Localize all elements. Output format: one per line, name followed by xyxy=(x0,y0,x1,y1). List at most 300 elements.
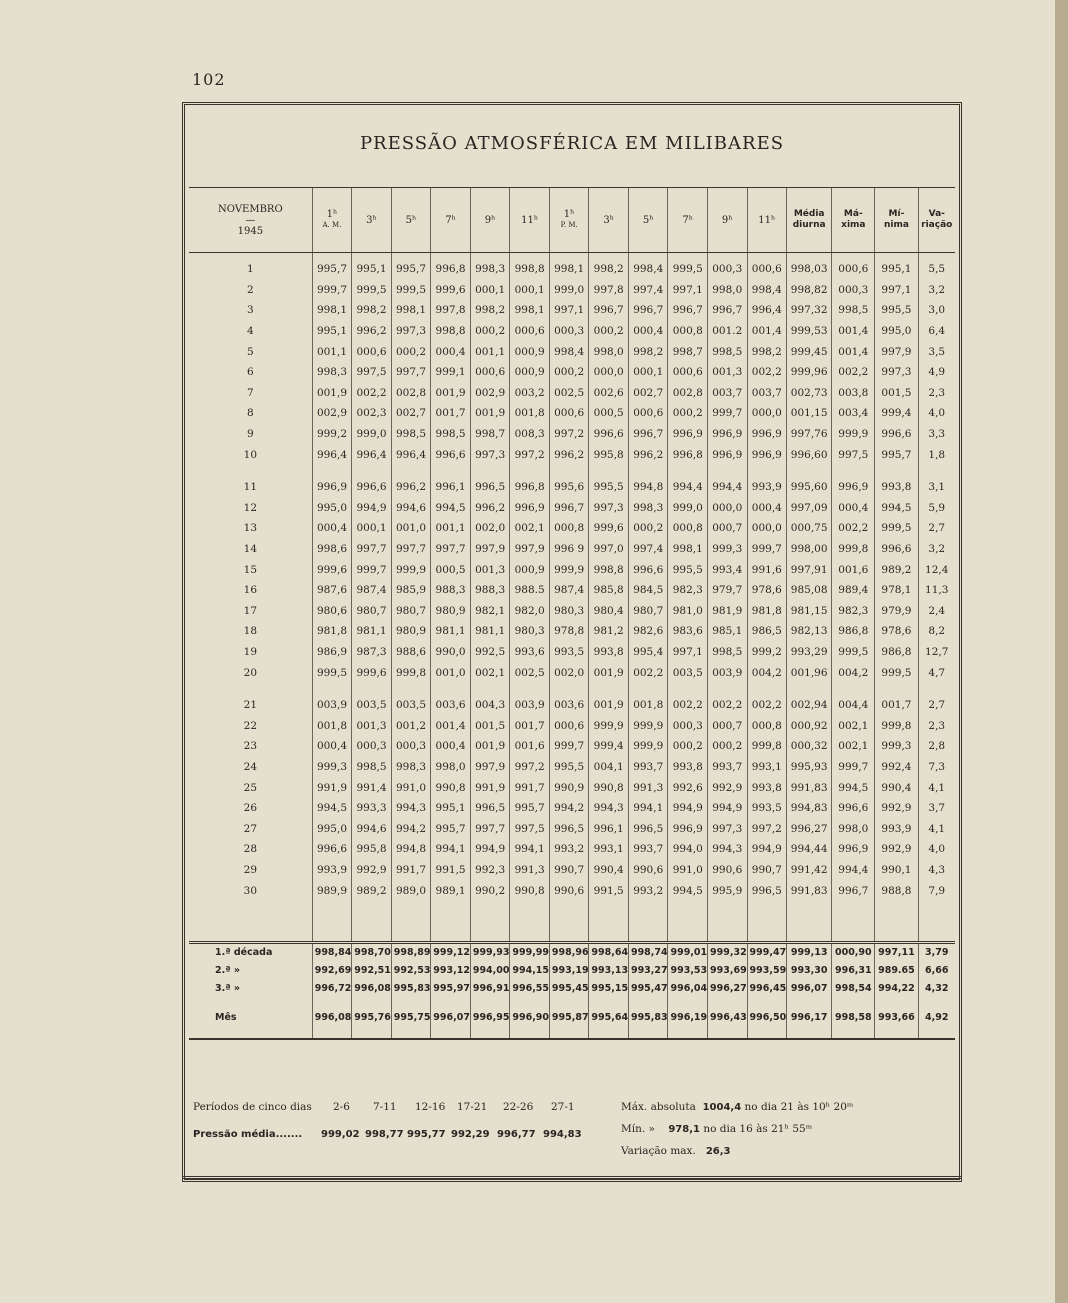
table-cell: 000,32 xyxy=(787,736,832,757)
table-cell: 4,1 xyxy=(918,777,955,798)
table-cell: 003,4 xyxy=(832,403,875,424)
table-cell: 998,1 xyxy=(510,300,550,321)
table-cell: 004,4 xyxy=(832,695,875,716)
table-cell: 999,6 xyxy=(589,518,629,539)
summary-label: 2.ª » xyxy=(215,965,241,977)
day-cell: 20 xyxy=(243,666,258,679)
gap-cell xyxy=(918,683,955,695)
table-cell: 001,9 xyxy=(589,662,629,683)
decade-gap xyxy=(189,683,955,695)
period-value: 27-1 xyxy=(551,1101,575,1113)
table-cell: 987,3 xyxy=(352,642,392,663)
summary-cell: 3,79 xyxy=(918,942,955,962)
column-header xyxy=(628,188,668,253)
day-cell: 21 xyxy=(243,699,258,712)
max-absolute xyxy=(621,1101,853,1113)
day-cell: 6 xyxy=(247,366,254,379)
table-row xyxy=(189,253,955,280)
table-cell: 985,9 xyxy=(391,580,431,601)
table-cell: 990,8 xyxy=(510,880,550,901)
table-cell: 993,9 xyxy=(875,818,918,839)
table-cell: 000,4 xyxy=(747,498,787,519)
column-header-main: 9ʰ xyxy=(721,214,733,226)
table-cell: 997,2 xyxy=(510,444,550,465)
table-cell: 998,1 xyxy=(391,300,431,321)
table-cell: 997,9 xyxy=(470,757,510,778)
table-cell: 978,1 xyxy=(875,580,918,601)
table-cell: 001,4 xyxy=(832,341,875,362)
bottom-rule xyxy=(182,1176,962,1179)
table-cell: 2,7 xyxy=(918,518,955,539)
summary-label: Mês xyxy=(189,998,312,1039)
table-cell: 002,2 xyxy=(747,695,787,716)
table-cell: 000,2 xyxy=(668,736,708,757)
table-cell: 999,4 xyxy=(875,403,918,424)
table-cell: 999,6 xyxy=(312,559,352,580)
column-header-main: 7ʰ xyxy=(445,214,456,226)
table-cell: 000,6 xyxy=(832,253,875,280)
spacer-cell xyxy=(189,901,312,943)
table-cell: 982,1 xyxy=(470,601,510,622)
column-header-sub: riação xyxy=(921,220,953,230)
table-cell: 000,2 xyxy=(668,403,708,424)
table-cell: 002,8 xyxy=(391,383,431,404)
summary-cell: 996,55 xyxy=(510,980,550,998)
table-cell: 2,3 xyxy=(918,383,955,404)
table-cell: 999,4 xyxy=(589,736,629,757)
table-row xyxy=(189,424,955,445)
table-cell: 997,2 xyxy=(510,757,550,778)
summary-cell: 996,90 xyxy=(510,998,550,1039)
table-cell: 993,2 xyxy=(549,839,589,860)
day-cell: 9 xyxy=(247,428,254,441)
table-row xyxy=(189,798,955,819)
table-cell: 988,3 xyxy=(431,580,471,601)
table-cell: 999,45 xyxy=(787,341,832,362)
table-cell: 996,9 xyxy=(747,444,787,465)
table-cell: 993,3 xyxy=(352,798,392,819)
spacer-cell xyxy=(668,901,708,943)
summary-cell: 996,27 xyxy=(708,980,748,998)
table-cell: 999,3 xyxy=(708,539,748,560)
table-cell: 981,1 xyxy=(352,621,392,642)
table-cell: 5,5 xyxy=(918,253,955,280)
table-cell: 992,9 xyxy=(875,839,918,860)
table-cell: 993,5 xyxy=(549,642,589,663)
table-row xyxy=(189,383,955,404)
table-row xyxy=(189,818,955,839)
table-cell: 4,0 xyxy=(918,839,955,860)
table-cell: 001,9 xyxy=(312,383,352,404)
table-cell: 997,9 xyxy=(875,341,918,362)
min-text: no dia 16 às 21ʰ 55ᵐ xyxy=(703,1123,813,1135)
summary-cell: 993,53 xyxy=(668,962,708,980)
table-cell: 991,0 xyxy=(668,860,708,881)
table-cell: 981,9 xyxy=(708,601,748,622)
table-cell: 997,3 xyxy=(875,362,918,383)
table-row xyxy=(189,280,955,301)
table-cell: 988,3 xyxy=(470,580,510,601)
table-cell: 999,6 xyxy=(352,662,392,683)
table-cell: 983,6 xyxy=(668,621,708,642)
spacer-cell xyxy=(747,901,787,943)
table-cell: 997,4 xyxy=(628,280,668,301)
table-cell: 980,3 xyxy=(549,601,589,622)
table-cell: 979,7 xyxy=(708,580,748,601)
column-header xyxy=(312,188,352,253)
table-cell: 998,3 xyxy=(628,498,668,519)
table-cell: 002,6 xyxy=(589,383,629,404)
table-cell: 999,8 xyxy=(391,662,431,683)
column-header-main: Má- xyxy=(843,209,863,219)
month-header xyxy=(189,188,312,253)
table-cell: 998,5 xyxy=(352,757,392,778)
table-cell: 996,5 xyxy=(628,818,668,839)
summary-row xyxy=(189,962,955,980)
table-cell: 999,5 xyxy=(312,662,352,683)
spacer-cell xyxy=(352,901,392,943)
table-cell: 995,60 xyxy=(787,477,832,498)
table-cell: 996,2 xyxy=(352,321,392,342)
table-cell: 999,8 xyxy=(832,539,875,560)
table-row xyxy=(189,777,955,798)
table-cell: 001,9 xyxy=(431,383,471,404)
summary-cell: 999,01 xyxy=(668,942,708,962)
table-cell: 982,0 xyxy=(510,601,550,622)
gap-cell xyxy=(391,683,431,695)
table-cell: 997,2 xyxy=(747,818,787,839)
summary-label: 1.ª década xyxy=(189,942,312,962)
table-cell: 004,1 xyxy=(589,757,629,778)
table-cell: 002,2 xyxy=(668,695,708,716)
table-cell: 980,9 xyxy=(431,601,471,622)
table-row xyxy=(189,341,955,362)
table-cell: 989,2 xyxy=(875,559,918,580)
table-cell: 995,1 xyxy=(352,253,392,280)
summary-row xyxy=(189,942,955,962)
table-cell: 995,0 xyxy=(312,818,352,839)
spacer-cell xyxy=(470,901,510,943)
table-cell: 002,9 xyxy=(312,403,352,424)
gap-cell xyxy=(189,465,312,477)
summary-cell: 995,87 xyxy=(549,998,589,1039)
table-cell: 995,5 xyxy=(549,757,589,778)
table-cell: 995,7 xyxy=(510,798,550,819)
column-header xyxy=(708,188,748,253)
summary-cell: 995,76 xyxy=(352,998,392,1039)
table-cell: 002,1 xyxy=(832,736,875,757)
table-cell: 990,0 xyxy=(431,642,471,663)
table-cell: 999,7 xyxy=(708,403,748,424)
summary-cell: 995,75 xyxy=(391,998,431,1039)
table-cell: 002,2 xyxy=(352,383,392,404)
summary-cell: 996,91 xyxy=(470,980,510,998)
table-cell: 000,4 xyxy=(832,498,875,519)
page-number: 102 xyxy=(192,70,226,89)
table-cell: 991,9 xyxy=(470,777,510,798)
summary-cell: 993,69 xyxy=(708,962,748,980)
table-cell: 986,8 xyxy=(832,621,875,642)
table-cell: 998,0 xyxy=(708,280,748,301)
gap-cell xyxy=(470,683,510,695)
table-cell: 000,4 xyxy=(628,321,668,342)
summary-cell: 995,64 xyxy=(589,998,629,1039)
table-cell: 988,8 xyxy=(875,880,918,901)
summary-row xyxy=(189,980,955,998)
gap-cell xyxy=(875,683,918,695)
table-cell: 7,3 xyxy=(918,757,955,778)
summary-cell: 994,22 xyxy=(875,980,918,998)
table-cell: 993,8 xyxy=(589,642,629,663)
column-header xyxy=(352,188,392,253)
gap-cell xyxy=(189,683,312,695)
table-cell: 991,7 xyxy=(391,860,431,881)
table-cell: 985,8 xyxy=(589,580,629,601)
gap-cell xyxy=(832,465,875,477)
summary-cell: 999,12 xyxy=(431,942,471,962)
column-header-main: Va- xyxy=(928,209,945,219)
table-cell: 981,8 xyxy=(312,621,352,642)
table-cell: 998,5 xyxy=(832,300,875,321)
table-row xyxy=(189,498,955,519)
gap-cell xyxy=(470,465,510,477)
table-cell: 995,9 xyxy=(708,880,748,901)
table-cell: 000,4 xyxy=(312,736,352,757)
table-cell: 000,3 xyxy=(832,280,875,301)
spacer-cell xyxy=(549,901,589,943)
table-cell: 996,6 xyxy=(832,798,875,819)
table-cell: 995,6 xyxy=(549,477,589,498)
table-row xyxy=(189,518,955,539)
summary-cell: 996,17 xyxy=(787,998,832,1039)
table-cell: 980,6 xyxy=(312,601,352,622)
table-cell: 999,7 xyxy=(832,757,875,778)
table-cell: 993,7 xyxy=(708,757,748,778)
max-value: 1004,4 xyxy=(702,1102,742,1113)
table-cell: 996,9 xyxy=(708,444,748,465)
table-cell: 994,2 xyxy=(391,818,431,839)
table-cell: 000,2 xyxy=(549,362,589,383)
summary-label: 3.ª » xyxy=(215,983,241,995)
day-cell: 3 xyxy=(247,304,254,317)
table-cell: 996,8 xyxy=(668,444,708,465)
table-cell: 998,82 xyxy=(787,280,832,301)
summary-cell: 998,74 xyxy=(628,942,668,962)
table-row xyxy=(189,477,955,498)
day-cell: 15 xyxy=(243,563,258,576)
table-cell: 000,4 xyxy=(312,518,352,539)
table-cell: 996,8 xyxy=(510,477,550,498)
table-cell: 990,7 xyxy=(747,860,787,881)
periods-label: Períodos de cinco dias xyxy=(193,1101,312,1113)
table-cell: 990,7 xyxy=(549,860,589,881)
gap-cell xyxy=(510,465,550,477)
table-cell: 000,6 xyxy=(510,321,550,342)
table-cell: 993,1 xyxy=(747,757,787,778)
gap-cell xyxy=(431,465,471,477)
table-cell: 999,7 xyxy=(312,280,352,301)
table-cell: 997,76 xyxy=(787,424,832,445)
table-cell: 000,92 xyxy=(787,715,832,736)
spacer-cell xyxy=(510,901,550,943)
gap-cell xyxy=(787,465,832,477)
table-cell: 004,2 xyxy=(747,662,787,683)
table-row xyxy=(189,362,955,383)
table-cell: 988,6 xyxy=(391,642,431,663)
gap-cell xyxy=(787,683,832,695)
summary-cell: 993,13 xyxy=(589,962,629,980)
column-header xyxy=(431,188,471,253)
table-cell: 000,1 xyxy=(510,280,550,301)
column-header-sub: A. M. xyxy=(322,221,342,229)
table-cell: 999,5 xyxy=(875,662,918,683)
table-cell: 993,8 xyxy=(875,477,918,498)
table-cell: 996,7 xyxy=(549,498,589,519)
table-cell: 993,7 xyxy=(628,839,668,860)
column-header xyxy=(668,188,708,253)
table-cell: 000,4 xyxy=(431,341,471,362)
table-cell: 000,9 xyxy=(510,362,550,383)
day-cell: 27 xyxy=(243,822,258,835)
table-cell: 3,0 xyxy=(918,300,955,321)
table-cell: 998,2 xyxy=(589,253,629,280)
summary-cell: 993,27 xyxy=(628,962,668,980)
summary-cell: 6,66 xyxy=(918,962,955,980)
table-cell: 003,5 xyxy=(668,662,708,683)
table-cell: 999,1 xyxy=(431,362,471,383)
table-cell: 002,2 xyxy=(832,518,875,539)
table-cell: 989,2 xyxy=(352,880,392,901)
table-cell: 999,0 xyxy=(549,280,589,301)
table-cell: 002,1 xyxy=(510,518,550,539)
table-cell: 001,5 xyxy=(875,383,918,404)
table-cell: 998,2 xyxy=(747,341,787,362)
table-cell: 999,0 xyxy=(668,498,708,519)
table-cell: 002,2 xyxy=(832,362,875,383)
table-cell: 001,9 xyxy=(589,695,629,716)
summary-cell: 992,53 xyxy=(391,962,431,980)
table-cell: 002,9 xyxy=(470,383,510,404)
table-cell: 998,2 xyxy=(352,300,392,321)
table-cell: 2,7 xyxy=(918,695,955,716)
gap-cell xyxy=(628,465,668,477)
table-cell: 001,6 xyxy=(832,559,875,580)
table-cell: 996,6 xyxy=(312,839,352,860)
table-cell: 999,9 xyxy=(628,736,668,757)
table-row xyxy=(189,300,955,321)
table-cell: 986,9 xyxy=(312,642,352,663)
table-cell: 4,3 xyxy=(918,860,955,881)
table-cell: 002,0 xyxy=(470,518,510,539)
table-cell: 997,32 xyxy=(787,300,832,321)
spacer-cell xyxy=(875,901,918,943)
table-cell: 000,6 xyxy=(352,341,392,362)
table-cell: 4,9 xyxy=(918,362,955,383)
day-cell: 11 xyxy=(243,481,258,494)
day-cell: 18 xyxy=(243,625,258,638)
table-cell: 999,5 xyxy=(668,253,708,280)
table-cell: 995,7 xyxy=(312,253,352,280)
table-cell: 11,3 xyxy=(918,580,955,601)
table-cell: 001,6 xyxy=(510,736,550,757)
column-header-main: Média xyxy=(793,209,825,219)
table-cell: 998,1 xyxy=(668,539,708,560)
summary-cell: 995,47 xyxy=(628,980,668,998)
table-cell: 996,6 xyxy=(352,477,392,498)
table-cell: 996,9 xyxy=(747,424,787,445)
table-cell: 996,4 xyxy=(352,444,392,465)
day-cell: 5 xyxy=(247,345,254,358)
summary-cell: 999,99 xyxy=(510,942,550,962)
table-cell: 994,8 xyxy=(628,477,668,498)
column-header-main: 11ʰ xyxy=(521,214,539,226)
table-cell: 998,2 xyxy=(628,341,668,362)
table-cell: 001,7 xyxy=(510,715,550,736)
table-cell: 4,0 xyxy=(918,403,955,424)
day-cell: 26 xyxy=(243,802,258,815)
column-header-main: 3ʰ xyxy=(366,214,377,226)
table-cell: 981,2 xyxy=(589,621,629,642)
table-cell: 994,6 xyxy=(391,498,431,519)
table-cell: 5,9 xyxy=(918,498,955,519)
table-cell: 994,4 xyxy=(708,477,748,498)
day-cell: 30 xyxy=(243,884,258,897)
table-cell: 001,1 xyxy=(431,518,471,539)
table-cell: 001,1 xyxy=(470,341,510,362)
spacer-cell xyxy=(918,901,955,943)
table-cell: 000,2 xyxy=(470,321,510,342)
table-cell: 996,9 xyxy=(832,477,875,498)
spacer-cell xyxy=(391,901,431,943)
table-cell: 001,0 xyxy=(391,518,431,539)
table-row xyxy=(189,539,955,560)
table-cell: 995,7 xyxy=(431,818,471,839)
table-cell: 997,7 xyxy=(431,539,471,560)
table-cell: 000,0 xyxy=(747,403,787,424)
table-cell: 999,9 xyxy=(832,424,875,445)
table-cell: 002,2 xyxy=(747,362,787,383)
table-cell: 001,8 xyxy=(628,695,668,716)
summary-cell: 996,08 xyxy=(352,980,392,998)
table-cell: 997,2 xyxy=(549,424,589,445)
gap-cell xyxy=(549,465,589,477)
table-cell: 995,93 xyxy=(787,757,832,778)
table-cell: 000,1 xyxy=(352,518,392,539)
mean-pressure-value: 996,77 xyxy=(497,1129,536,1140)
summary-cell: 993,59 xyxy=(747,962,787,980)
day-cell: 29 xyxy=(243,863,258,876)
table-cell: 001,4 xyxy=(431,715,471,736)
table-cell: 002,8 xyxy=(668,383,708,404)
gap-cell xyxy=(352,465,392,477)
spacer-cell xyxy=(312,901,352,943)
table-cell: 990,2 xyxy=(470,880,510,901)
table-cell: 000,5 xyxy=(431,559,471,580)
table-cell: 997,5 xyxy=(832,444,875,465)
table-cell: 997,3 xyxy=(708,818,748,839)
table-cell: 998,0 xyxy=(589,341,629,362)
table-cell: 998,4 xyxy=(549,341,589,362)
table-cell: 002,0 xyxy=(549,662,589,683)
table-cell: 996,6 xyxy=(431,444,471,465)
table-cell: 994,3 xyxy=(708,839,748,860)
table-cell: 998,4 xyxy=(628,253,668,280)
table-cell: 996,5 xyxy=(549,818,589,839)
table-cell: 996,9 xyxy=(312,477,352,498)
table-cell: 12,7 xyxy=(918,642,955,663)
table-cell: 994,5 xyxy=(312,798,352,819)
table-cell: 999,5 xyxy=(352,280,392,301)
